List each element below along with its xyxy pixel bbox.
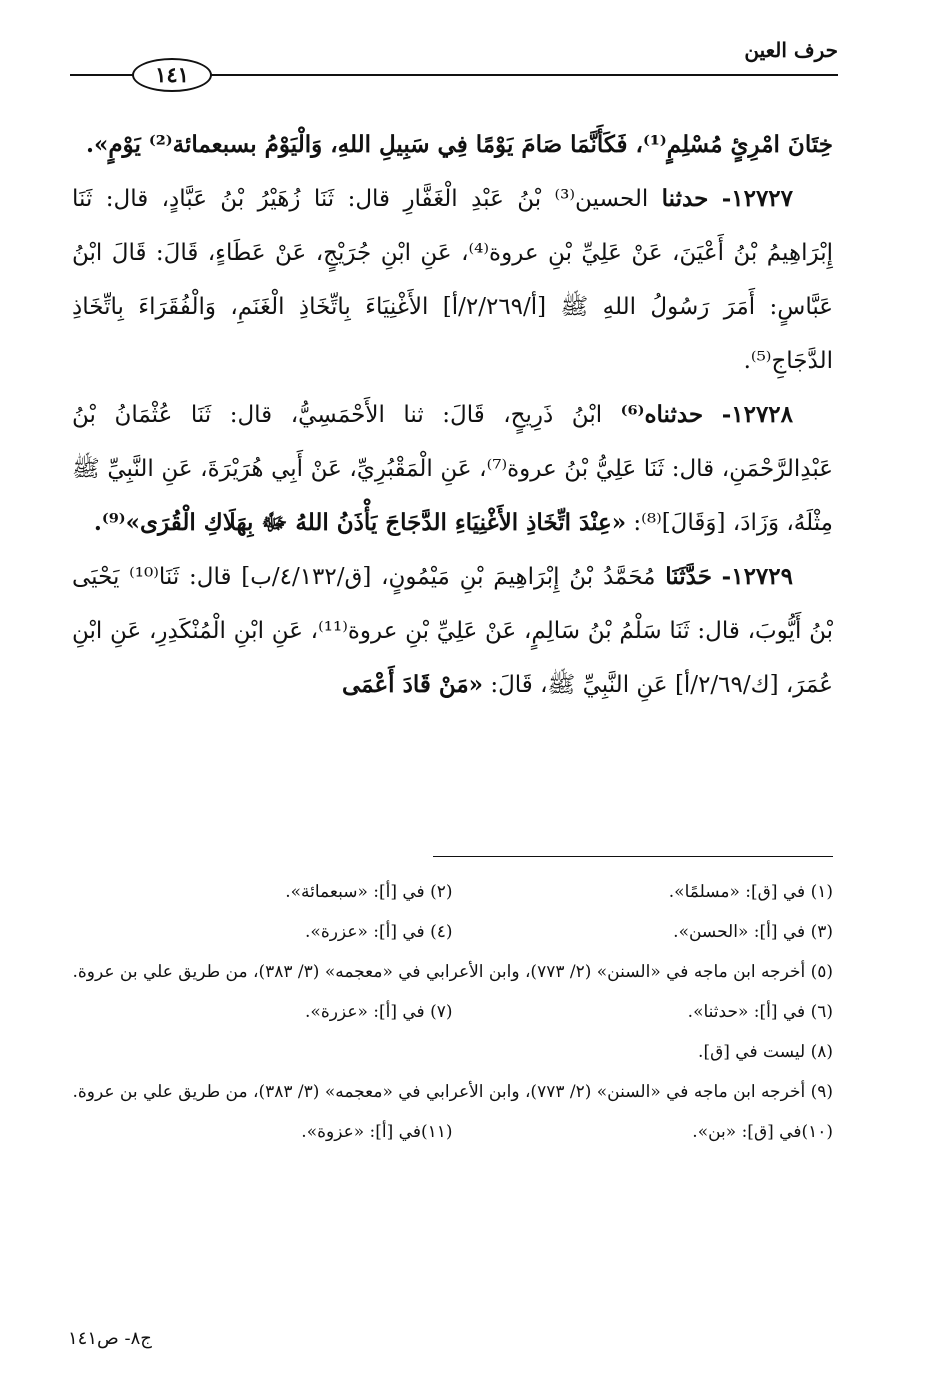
hadith-matn: «عِنْدَ اتِّخَاذِ الأَغْنِيَاءِ الدَّجَاجَ يَأْذَنُ اللهُ ﷻ بِهَلَاكِ الْقُرَى»⁽⁹⁾. [93, 509, 627, 536]
footnote: (٦) في [أ]: «حدثنا». [687, 1002, 833, 1022]
footnote: (١٠)في [ق]: «بن». [692, 1122, 833, 1142]
hadith-matn: «مَنْ قَادَ أَعْمَى [341, 671, 484, 698]
narration-keyword: حدثنا [661, 185, 709, 212]
hadith-12729 [72, 550, 833, 712]
paragraph-continuation: خِتَانَ امْرِئٍ مُسْلِمٍ⁽¹⁾، فَكَأَنَّمَا صَامَ يَوْمًا فِي سَبِيلِ اللهِ، وَالْيَوْمُ بسبعمائة⁽²⁾ يَوْمٍ». [85, 131, 833, 158]
chapter-title: حرف العين [744, 38, 838, 62]
footnote: (١) في [ق]: «مسلمًا». [668, 882, 833, 902]
footnote: (٥) أخرجه ابن ماجه في «السنن» (٢/ ٧٧٣)، وابن الأعرابي في «معجمه» (٣/ ٣٨٣)، من طريق علي بن عروة. [72, 962, 833, 982]
footnote-separator [433, 856, 833, 857]
footnote: (٤) في [أ]: «عزرة». [305, 922, 453, 942]
footnote: (١١)في [أ]: «عزوة». [301, 1122, 453, 1142]
footnote: (٨) ليست في [ق]. [698, 1042, 833, 1062]
footnote: (٢) في [أ]: «سبعمائة». [285, 882, 453, 902]
hadith-text: مُحَمَّدُ بْنُ إِبْرَاهِيمَ بْنِ مَيْمُونٍ، [ق/٤/١٣٢/ب] قال: ثَنَا⁽¹⁰⁾ يَحْيَى بْنُ أَيُّوبَ، قال: ثَنَا سَلْمُ بْنُ سَالِمٍ، عَنْ عَلِيِّ بْنِ عروة⁽¹¹⁾، عَنِ ابْنِ الْمُنْكَدِرِ، عَنِ ابْنِ عُمَرَ، [ك/٢/٦٩/أ] عَنِ النَّبِيِّ ﷺ، قَالَ: [72, 564, 833, 698]
hadith-text: الحسين⁽³⁾ بْنُ عَبْدِ الْغَفَّارِ قال: ثَنَا زُهَيْرُ بْنُ عَبَّادٍ، قال: ثَنَا إِبْرَاهِيمُ بْنُ أَعْيَنَ، عَنْ عَلِيِّ بْنِ عروة⁽⁴⁾، عَنِ ابْنِ جُرَيْجٍ، عَنْ عَطَاءٍ، قَالَ: قَالَ ابْنُ عَبَّاسٍ: أَمَرَ رَسُولُ اللهِ ﷺ [أ/٢/٢٦٩/أ] الأَغْنِيَاءَ بِاتِّخَاذِ الْغَنَمِ، وَالْفُقَرَاءَ بِاتِّخَاذِ الدَّجَاجِ⁽⁵⁾. [72, 186, 833, 374]
page-reference-text: ج٨- ص١٤١ [68, 1328, 152, 1349]
footnote: (٧) في [أ]: «عزرة». [305, 1002, 453, 1022]
page-number-oval: ١٤١ [132, 58, 212, 92]
footnote: (٣) في [أ]: «الحسن». [673, 922, 833, 942]
hadith-number: ١٢٧٢٨- [721, 401, 794, 428]
narration-keyword: حدثناه⁽⁶⁾ [620, 401, 704, 428]
page-header [70, 38, 838, 98]
footnotes [72, 872, 833, 1152]
footnote: (٩) أخرجه ابن ماجه في «السنن» (٢/ ٧٧٣)، وابن الأعرابي في «معجمه» (٣/ ٣٨٣)، من طريق علي بن عروة. [72, 1082, 833, 1102]
page-reference [68, 1328, 152, 1349]
hadith-number: ١٢٧٢٧- [721, 185, 794, 212]
hadith-number: ١٢٧٢٩- [721, 563, 793, 590]
narration-keyword: حَدَّثَنَا [665, 563, 712, 590]
hadith-12727 [72, 172, 833, 388]
hadith-12728 [72, 388, 833, 550]
main-text [72, 118, 833, 712]
hadith-text: ابْنُ ذَرِيحٍ، قَالَ: ثنا الأَحْمَسِيُّ، قال: ثَنَا عُثْمَانُ بْنُ عَبْدِالرَّحْمَنِ، قال: ثَنَا عَلِيُّ بْنُ عروة⁽⁷⁾، عَنِ الْمَقْبُرِيِّ، عَنْ أَبِي هُرَيْرَةَ، عَنِ النَّبِيِّ ﷺ مِثْلَهُ، وَزَادَ، [وَقَالَ]⁽⁸⁾: [72, 402, 833, 536]
